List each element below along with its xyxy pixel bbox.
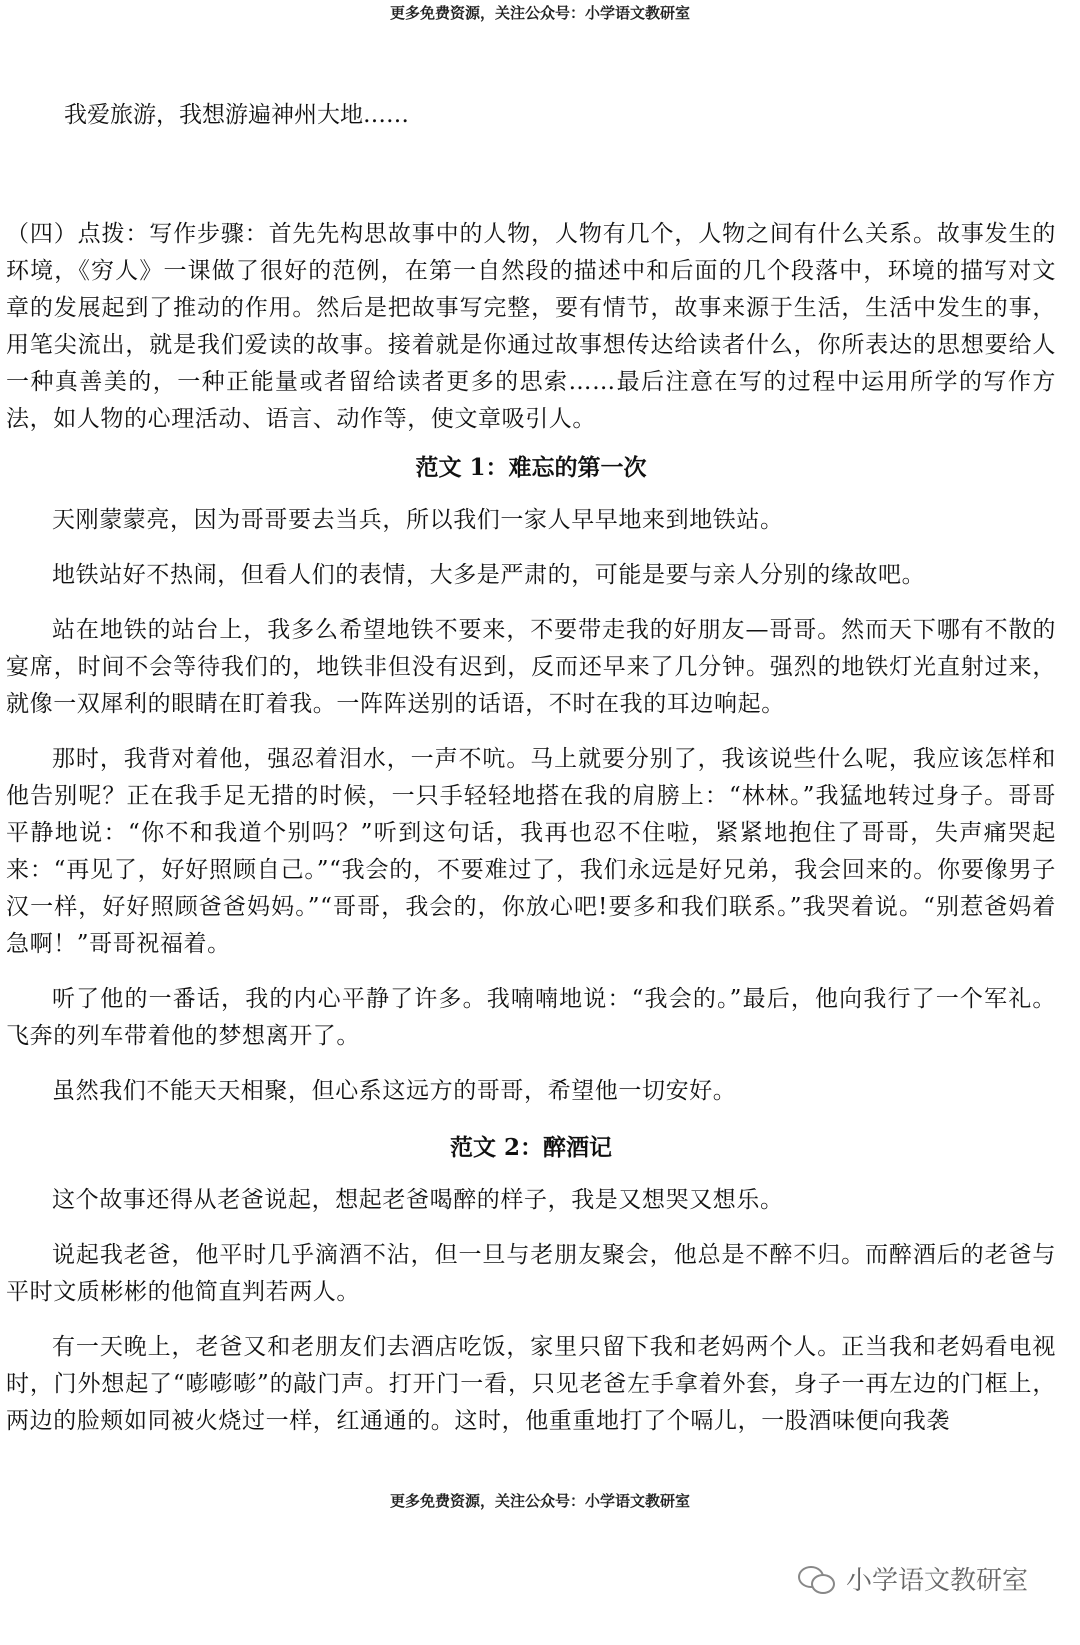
essay1-paragraph: 那时，我背对着他，强忍着泪水，一声不吭。马上就要分别了，我该说些什么呢，我应该怎样和他告别呢？正在我手足无措的时候，一只手轻轻地搭在我的肩膀上：“林林。”我猛地转过身子。哥哥平静地说：“你不和我道个别吗？”听到这句话，我再也忍不住啦，紧紧地抱住了哥哥，失声痛哭起来：“再见了，好好照顾自己。”“我会的，不要难过了，我们永远是好兄弟，我会回来的。你要像男子汉一样，好好照顾爸爸妈妈。”“哥哥，我会的，你放心吧!要多和我们联系。”我哭着说。“别惹爸妈着急啊！”哥哥祝福着。	[6, 746, 1056, 957]
essay2-paragraph: 这个故事还得从老爸说起，想起老爸喝醉的样子，我是又想哭又想乐。	[52, 1187, 784, 1213]
essay1-paragraph: 听了他的一番话，我的内心平静了许多。我喃喃地说：“我会的。”最后，他向我行了一个军礼。飞奔的列车带着他的梦想离开了。	[6, 986, 1056, 1049]
page-content	[6, 97, 1056, 1458]
watermark	[798, 1560, 1028, 1597]
watermark-text: 小学语文教研室	[845, 1566, 1028, 1596]
essay2-paragraph: 有一天晚上，老爸又和老朋友们去酒店吃饭，家里只留下我和老妈两个人。正当我和老妈看电视时，门外想起了“嘭嘭嘭”的敲门声。打开门一看，只见老爸左手拿着外套，身子一再左边的门框上，两边的脸颊如同被火烧过一样，红通通的。这时，他重重地打了个嗝儿，一股酒味便向我袭	[6, 1334, 1056, 1434]
page-footer: 更多免费资源，关注公众号：小学语文教研室	[389, 1492, 690, 1510]
wechat-icon	[798, 1564, 836, 1594]
page-header: 更多免费资源，关注公众号：小学语文教研室	[389, 4, 690, 22]
essay1-paragraph: 天刚蒙蒙亮，因为哥哥要去当兵，所以我们一家人早早地来到地铁站。	[52, 507, 784, 533]
essay2-paragraph: 说起我老爸，他平时几乎滴酒不沾，但一旦与老朋友聚会，他总是不醉不归。而醉酒后的老爸与平时文质彬彬的他简直判若两人。	[6, 1242, 1056, 1305]
essay1-paragraph: 站在地铁的站台上，我多么希望地铁不要来，不要带走我的好朋友—哥哥。然而天下哪有不散的宴席，时间不会等待我们的，地铁非但没有迟到，反而还早来了几分钟。强烈的地铁灯光直射过来，就像一双犀利的眼睛在盯着我。一阵阵送别的话语，不时在我的耳边响起。	[6, 617, 1056, 717]
essay2-title: 范文 2：醉酒记	[449, 1134, 612, 1161]
intro-line: 我爱旅游，我想游遍神州大地……	[64, 102, 409, 128]
essay1-paragraph: 虽然我们不能天天相聚，但心系这远方的哥哥，希望他一切安好。	[52, 1078, 737, 1104]
essay1-paragraph: 地铁站好不热闹，但看人们的表情，大多是严肃的，可能是要与亲人分别的缘故吧。	[52, 562, 926, 588]
essay1-title: 范文 1：难忘的第一次	[415, 454, 647, 481]
writing-guide-paragraph: （四）点拨：写作步骤：首先先构思故事中的人物，人物有几个，人物之间有什么关系。故事发生的环境，《穷人》一课做了很好的范例，在第一自然段的描述中和后面的几个段落中，环境的描写对文章的发展起到了推动的作用。然后是把故事写完整，要有情节，故事来源于生活，生活中发生的事，用笔尖流出，就是我们爱读的故事。接着就是你通过故事想传达给读者什么，你所表达的思想要给人一种真善美的，一种正能量或者留给读者更多的思索……最后注意在写的过程中运用所学的写作方法，如人物的心理活动、语言、动作等，使文章吸引人。	[6, 221, 1056, 432]
